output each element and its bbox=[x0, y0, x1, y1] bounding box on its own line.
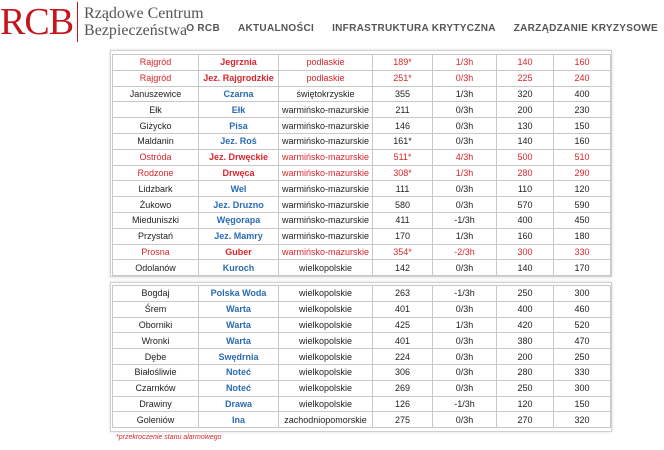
river-cell: Jez. Mamry bbox=[199, 228, 279, 244]
warning-level-cell: 320 bbox=[497, 86, 554, 102]
table-row bbox=[113, 212, 611, 228]
region-cell: wielkopolskie bbox=[279, 349, 373, 365]
station-cell: Giżycko bbox=[113, 118, 199, 134]
station-cell: Maldanin bbox=[113, 133, 199, 149]
region-cell: wielkopolskie bbox=[279, 317, 373, 333]
alarm-level-cell: 450 bbox=[554, 212, 611, 228]
region-cell: świętokrzyskie bbox=[279, 86, 373, 102]
warning-level-cell: 570 bbox=[497, 197, 554, 213]
change-cell: 0/3h bbox=[433, 181, 497, 197]
warning-level-cell: 250 bbox=[497, 286, 554, 302]
change-cell: 1/3h bbox=[433, 165, 497, 181]
table-row bbox=[113, 228, 611, 244]
table-row bbox=[113, 102, 611, 118]
change-cell: -1/3h bbox=[433, 286, 497, 302]
level-cell: 511* bbox=[373, 149, 433, 165]
station-cell: Rajgród bbox=[113, 70, 199, 86]
alarm-level-cell: 590 bbox=[554, 197, 611, 213]
river-cell: Jez. Drwęckie bbox=[199, 149, 279, 165]
nav-item-zarzadzanie[interactable]: ZARZĄDZANIE KRYZYSOWE bbox=[513, 23, 658, 34]
river-cell: Swędrnia bbox=[199, 349, 279, 365]
level-cell: 401 bbox=[373, 333, 433, 349]
region-cell: wielkopolskie bbox=[279, 301, 373, 317]
water-level-table-1 bbox=[112, 54, 611, 276]
nav-item-aktualnosci[interactable]: AKTUALNOŚCI bbox=[237, 23, 315, 34]
change-cell: -2/3h bbox=[433, 244, 497, 260]
station-cell: Drawiny bbox=[113, 396, 199, 412]
table-1-body bbox=[113, 55, 611, 276]
station-cell: Januszewice bbox=[113, 86, 199, 102]
station-cell: Wronki bbox=[113, 333, 199, 349]
level-cell: 251* bbox=[373, 70, 433, 86]
station-cell: Goleniów bbox=[113, 412, 199, 428]
warning-level-cell: 250 bbox=[497, 380, 554, 396]
alarm-level-cell: 460 bbox=[554, 301, 611, 317]
table-row bbox=[113, 181, 611, 197]
warning-level-cell: 420 bbox=[497, 317, 554, 333]
river-cell: Drawa bbox=[199, 396, 279, 412]
alarm-level-cell: 470 bbox=[554, 333, 611, 349]
level-cell: 354* bbox=[373, 244, 433, 260]
region-cell: warmińsko-mazurskie bbox=[279, 165, 373, 181]
table-row bbox=[113, 165, 611, 181]
level-cell: 425 bbox=[373, 317, 433, 333]
river-cell: Ełk bbox=[199, 102, 279, 118]
river-cell: Jez. Druzno bbox=[199, 197, 279, 213]
river-cell: Warta bbox=[199, 301, 279, 317]
river-cell: Warta bbox=[199, 317, 279, 333]
level-cell: 401 bbox=[373, 301, 433, 317]
table-row bbox=[113, 86, 611, 102]
station-cell: Ostróda bbox=[113, 149, 199, 165]
alarm-level-cell: 520 bbox=[554, 317, 611, 333]
level-cell: 126 bbox=[373, 396, 433, 412]
river-cell: Noteć bbox=[199, 364, 279, 380]
alarm-level-cell: 330 bbox=[554, 364, 611, 380]
alarm-level-cell: 300 bbox=[554, 380, 611, 396]
logo-divider bbox=[77, 2, 78, 42]
change-cell: 1/3h bbox=[433, 228, 497, 244]
region-cell: podlaskie bbox=[279, 55, 373, 71]
warning-level-cell: 300 bbox=[497, 244, 554, 260]
station-cell: Ełk bbox=[113, 102, 199, 118]
alarm-level-cell: 240 bbox=[554, 70, 611, 86]
region-cell: warmińsko-mazurskie bbox=[279, 102, 373, 118]
river-cell: Drwęca bbox=[199, 165, 279, 181]
region-cell: wielkopolskie bbox=[279, 260, 373, 276]
table-row bbox=[113, 333, 611, 349]
warning-level-cell: 160 bbox=[497, 228, 554, 244]
alarm-footnote: *przekroczenie stanu alarmowego bbox=[116, 434, 222, 441]
alarm-level-cell: 150 bbox=[554, 118, 611, 134]
level-cell: 269 bbox=[373, 380, 433, 396]
region-cell: warmińsko-mazurskie bbox=[279, 212, 373, 228]
warning-level-cell: 400 bbox=[497, 212, 554, 228]
change-cell: 0/3h bbox=[433, 197, 497, 213]
level-cell: 355 bbox=[373, 86, 433, 102]
region-cell: warmińsko-mazurskie bbox=[279, 181, 373, 197]
river-cell: Czarna bbox=[199, 86, 279, 102]
level-cell: 263 bbox=[373, 286, 433, 302]
alarm-level-cell: 230 bbox=[554, 102, 611, 118]
table-row bbox=[113, 412, 611, 428]
river-cell: Jez. Roś bbox=[199, 133, 279, 149]
station-cell: Rodzone bbox=[113, 165, 199, 181]
region-cell: wielkopolskie bbox=[279, 286, 373, 302]
station-cell: Dębe bbox=[113, 349, 199, 365]
change-cell: 0/3h bbox=[433, 133, 497, 149]
region-cell: wielkopolskie bbox=[279, 333, 373, 349]
alarm-level-cell: 400 bbox=[554, 86, 611, 102]
region-cell: warmińsko-mazurskie bbox=[279, 197, 373, 213]
station-cell: Odolanów bbox=[113, 260, 199, 276]
level-cell: 411 bbox=[373, 212, 433, 228]
level-cell: 580 bbox=[373, 197, 433, 213]
table-row bbox=[113, 364, 611, 380]
table-2-body bbox=[113, 286, 611, 428]
warning-level-cell: 120 bbox=[497, 396, 554, 412]
table-row bbox=[113, 301, 611, 317]
station-cell: Żukowo bbox=[113, 197, 199, 213]
table-row bbox=[113, 55, 611, 71]
alarm-level-cell: 160 bbox=[554, 55, 611, 71]
table-row bbox=[113, 133, 611, 149]
warning-level-cell: 110 bbox=[497, 181, 554, 197]
change-cell: 0/3h bbox=[433, 260, 497, 276]
river-cell: Jez. Rajgrodzkie bbox=[199, 70, 279, 86]
river-cell: Wel bbox=[199, 181, 279, 197]
station-cell: Oborniki bbox=[113, 317, 199, 333]
station-cell: Prosna bbox=[113, 244, 199, 260]
alarm-level-cell: 250 bbox=[554, 349, 611, 365]
warning-level-cell: 130 bbox=[497, 118, 554, 134]
change-cell: 0/3h bbox=[433, 364, 497, 380]
station-cell: Bogdaj bbox=[113, 286, 199, 302]
alarm-level-cell: 170 bbox=[554, 260, 611, 276]
warning-level-cell: 140 bbox=[497, 133, 554, 149]
table-row bbox=[113, 349, 611, 365]
station-cell: Lidzbark bbox=[113, 181, 199, 197]
warning-level-cell: 280 bbox=[497, 165, 554, 181]
river-cell: Ina bbox=[199, 412, 279, 428]
change-cell: -1/3h bbox=[433, 396, 497, 412]
table-row bbox=[113, 396, 611, 412]
change-cell: 0/3h bbox=[433, 70, 497, 86]
site-header bbox=[0, 0, 664, 54]
level-cell: 111 bbox=[373, 181, 433, 197]
station-cell: Śrem bbox=[113, 301, 199, 317]
nav-item-infrastruktura[interactable]: INFRASTRUKTURA KRYTYCZNA bbox=[332, 23, 496, 34]
warning-level-cell: 500 bbox=[497, 149, 554, 165]
alarm-level-cell: 180 bbox=[554, 228, 611, 244]
river-cell: Pisa bbox=[199, 118, 279, 134]
region-cell: warmińsko-mazurskie bbox=[279, 149, 373, 165]
change-cell: 0/3h bbox=[433, 349, 497, 365]
river-cell: Polska Woda bbox=[199, 286, 279, 302]
change-cell: 0/3h bbox=[433, 380, 497, 396]
change-cell: 1/3h bbox=[433, 86, 497, 102]
warning-level-cell: 200 bbox=[497, 102, 554, 118]
main-nav bbox=[186, 23, 658, 34]
table-row bbox=[113, 380, 611, 396]
station-cell: Mieduniszki bbox=[113, 212, 199, 228]
change-cell: 0/3h bbox=[433, 412, 497, 428]
region-cell: warmińsko-mazurskie bbox=[279, 118, 373, 134]
river-cell: Warta bbox=[199, 333, 279, 349]
alarm-level-cell: 150 bbox=[554, 396, 611, 412]
alarm-level-cell: 160 bbox=[554, 133, 611, 149]
table-row bbox=[113, 197, 611, 213]
change-cell: 1/3h bbox=[433, 55, 497, 71]
change-cell: 1/3h bbox=[433, 317, 497, 333]
logo-mark: RCB bbox=[0, 1, 74, 43]
station-cell: Przystań bbox=[113, 228, 199, 244]
region-cell: warmińsko-mazurskie bbox=[279, 244, 373, 260]
warning-level-cell: 140 bbox=[497, 260, 554, 276]
level-cell: 161* bbox=[373, 133, 433, 149]
warning-level-cell: 140 bbox=[497, 55, 554, 71]
level-cell: 142 bbox=[373, 260, 433, 276]
region-cell: zachodniopomorskie bbox=[279, 412, 373, 428]
table-row bbox=[113, 244, 611, 260]
region-cell: wielkopolskie bbox=[279, 364, 373, 380]
table-row bbox=[113, 70, 611, 86]
station-cell: Rajgród bbox=[113, 55, 199, 71]
change-cell: 0/3h bbox=[433, 102, 497, 118]
region-cell: podlaskie bbox=[279, 70, 373, 86]
alarm-level-cell: 290 bbox=[554, 165, 611, 181]
region-cell: wielkopolskie bbox=[279, 396, 373, 412]
warning-level-cell: 380 bbox=[497, 333, 554, 349]
water-level-table-2 bbox=[112, 285, 611, 428]
level-cell: 211 bbox=[373, 102, 433, 118]
change-cell: 4/3h bbox=[433, 149, 497, 165]
level-cell: 275 bbox=[373, 412, 433, 428]
river-cell: Jegrznia bbox=[199, 55, 279, 71]
rcb-logo[interactable] bbox=[0, 2, 204, 42]
river-cell: Guber bbox=[199, 244, 279, 260]
table-row bbox=[113, 118, 611, 134]
table-row bbox=[113, 286, 611, 302]
warning-level-cell: 400 bbox=[497, 301, 554, 317]
change-cell: 0/3h bbox=[433, 333, 497, 349]
level-cell: 189* bbox=[373, 55, 433, 71]
river-cell: Węgorapa bbox=[199, 212, 279, 228]
table-row bbox=[113, 317, 611, 333]
change-cell: 0/3h bbox=[433, 118, 497, 134]
level-cell: 306 bbox=[373, 364, 433, 380]
logo-line-2: Bezpieczeństwa bbox=[84, 22, 188, 39]
station-cell: Czarnków bbox=[113, 380, 199, 396]
river-cell: Kuroch bbox=[199, 260, 279, 276]
warning-level-cell: 200 bbox=[497, 349, 554, 365]
level-cell: 146 bbox=[373, 118, 433, 134]
alarm-level-cell: 330 bbox=[554, 244, 611, 260]
alarm-level-cell: 320 bbox=[554, 412, 611, 428]
nav-item-o-rcb[interactable]: O RCB bbox=[186, 23, 220, 34]
station-cell: Białośliwie bbox=[113, 364, 199, 380]
region-cell: warmińsko-mazurskie bbox=[279, 133, 373, 149]
warning-level-cell: 225 bbox=[497, 70, 554, 86]
alarm-level-cell: 300 bbox=[554, 286, 611, 302]
change-cell: -1/3h bbox=[433, 212, 497, 228]
alarm-level-cell: 510 bbox=[554, 149, 611, 165]
level-cell: 308* bbox=[373, 165, 433, 181]
region-cell: warmińsko-mazurskie bbox=[279, 228, 373, 244]
warning-level-cell: 280 bbox=[497, 364, 554, 380]
warning-level-cell: 270 bbox=[497, 412, 554, 428]
logo-line-1: Rządowe Centrum bbox=[84, 5, 204, 22]
alarm-level-cell: 120 bbox=[554, 181, 611, 197]
table-row bbox=[113, 149, 611, 165]
level-cell: 170 bbox=[373, 228, 433, 244]
region-cell: wielkopolskie bbox=[279, 380, 373, 396]
change-cell: 0/3h bbox=[433, 301, 497, 317]
river-cell: Noteć bbox=[199, 380, 279, 396]
level-cell: 224 bbox=[373, 349, 433, 365]
table-row bbox=[113, 260, 611, 276]
